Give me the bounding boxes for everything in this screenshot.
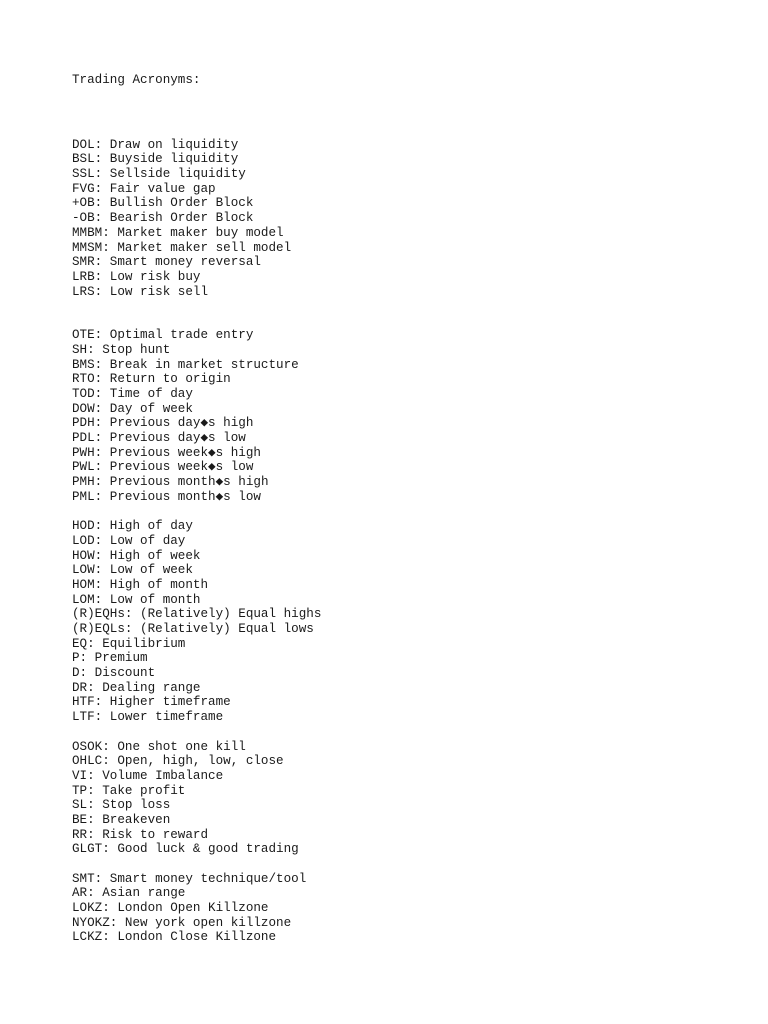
acronym-line: HTF: Higher timeframe (72, 695, 231, 710)
acronym-line: PML: Previous month◆s low (72, 489, 261, 504)
acronym-group-1 (72, 138, 752, 300)
acronym-line: PDH: Previous day◆s high (72, 416, 254, 431)
acronym-line: FVG: Fair value gap (72, 181, 216, 196)
spacer (72, 299, 752, 328)
acronym-groups (72, 138, 752, 945)
acronym-line: D: Discount (72, 666, 156, 681)
acronym-line: (R)EQHs: (Relatively) Equal highs (72, 607, 322, 622)
acronym-line: LTF: Lower timeframe (72, 710, 224, 725)
acronym-line: SH: Stop hunt (72, 342, 171, 357)
acronym-line: MMBM: Market maker buy model (72, 225, 284, 240)
acronym-group-5 (72, 872, 752, 945)
acronym-line: HOD: High of day (72, 519, 193, 534)
acronym-line: VI: Volume Imbalance (72, 768, 224, 783)
acronym-line: PMH: Previous month◆s high (72, 475, 269, 490)
acronym-line: (R)EQLs: (Relatively) Equal lows (72, 622, 314, 636)
acronym-line: NYOKZ: New york open killzone (72, 915, 292, 930)
acronym-line: BMS: Break in market structure (72, 357, 299, 372)
acronym-line: PWH: Previous week◆s high (72, 445, 261, 460)
document-page (72, 73, 752, 945)
acronym-line: SL: Stop loss (72, 798, 171, 813)
acronym-line: LOW: Low of week (72, 563, 193, 578)
acronym-line: TOD: Time of day (72, 387, 193, 401)
acronym-line: EQ: Equilibrium (72, 636, 186, 651)
acronym-line: GLGT: Good luck & good trading (72, 842, 299, 857)
acronym-line: SMT: Smart money technique/tool (72, 871, 307, 886)
acronym-line: LRB: Low risk buy (72, 269, 201, 284)
acronym-group-2 (72, 328, 752, 504)
acronym-line: AR: Asian range (72, 886, 186, 901)
acronym-line: OTE: Optimal trade entry (72, 328, 254, 343)
acronym-line: PWL: Previous week◆s low (72, 460, 254, 475)
spacer (72, 857, 752, 872)
acronym-line: LCKZ: London Close Killzone (72, 930, 277, 945)
acronym-line: HOW: High of week (72, 548, 201, 563)
spacer (72, 88, 752, 138)
acronym-line: RTO: Return to origin (72, 372, 231, 387)
acronym-line: OHLC: Open, high, low, close (72, 754, 284, 769)
acronym-line: DR: Dealing range (72, 680, 201, 695)
acronym-line: TP: Take profit (72, 783, 186, 798)
acronym-line: BSL: Buyside liquidity (72, 152, 239, 167)
document-title: Trading Acronyms: (72, 73, 201, 87)
acronym-line: DOL: Draw on liquidity (72, 137, 239, 152)
acronym-line: -OB: Bearish Order Block (72, 211, 254, 226)
acronym-line: P: Premium (72, 651, 148, 666)
acronym-line: OSOK: One shot one kill (72, 739, 246, 754)
acronym-line: BE: Breakeven (72, 812, 171, 827)
acronym-line: +OB: Bullish Order Block (72, 196, 254, 211)
acronym-line: SMR: Smart money reversal (72, 255, 261, 270)
acronym-line: DOW: Day of week (72, 401, 193, 416)
spacer (72, 505, 752, 520)
acronym-line: LOD: Low of day (72, 533, 186, 548)
acronym-group-4 (72, 740, 752, 858)
spacer (72, 725, 752, 740)
acronym-line: LOKZ: London Open Killzone (72, 901, 269, 916)
acronym-line: RR: Risk to reward (72, 827, 209, 842)
acronym-line: LOM: Low of month (72, 592, 201, 607)
acronym-line: SSL: Sellside liquidity (72, 167, 246, 182)
acronym-line: LRS: Low risk sell (72, 284, 209, 299)
acronym-line: MMSM: Market maker sell model (72, 240, 292, 255)
acronym-line: HOM: High of month (72, 577, 209, 592)
acronym-group-3 (72, 519, 752, 725)
acronym-line: PDL: Previous day◆s low (72, 431, 246, 446)
